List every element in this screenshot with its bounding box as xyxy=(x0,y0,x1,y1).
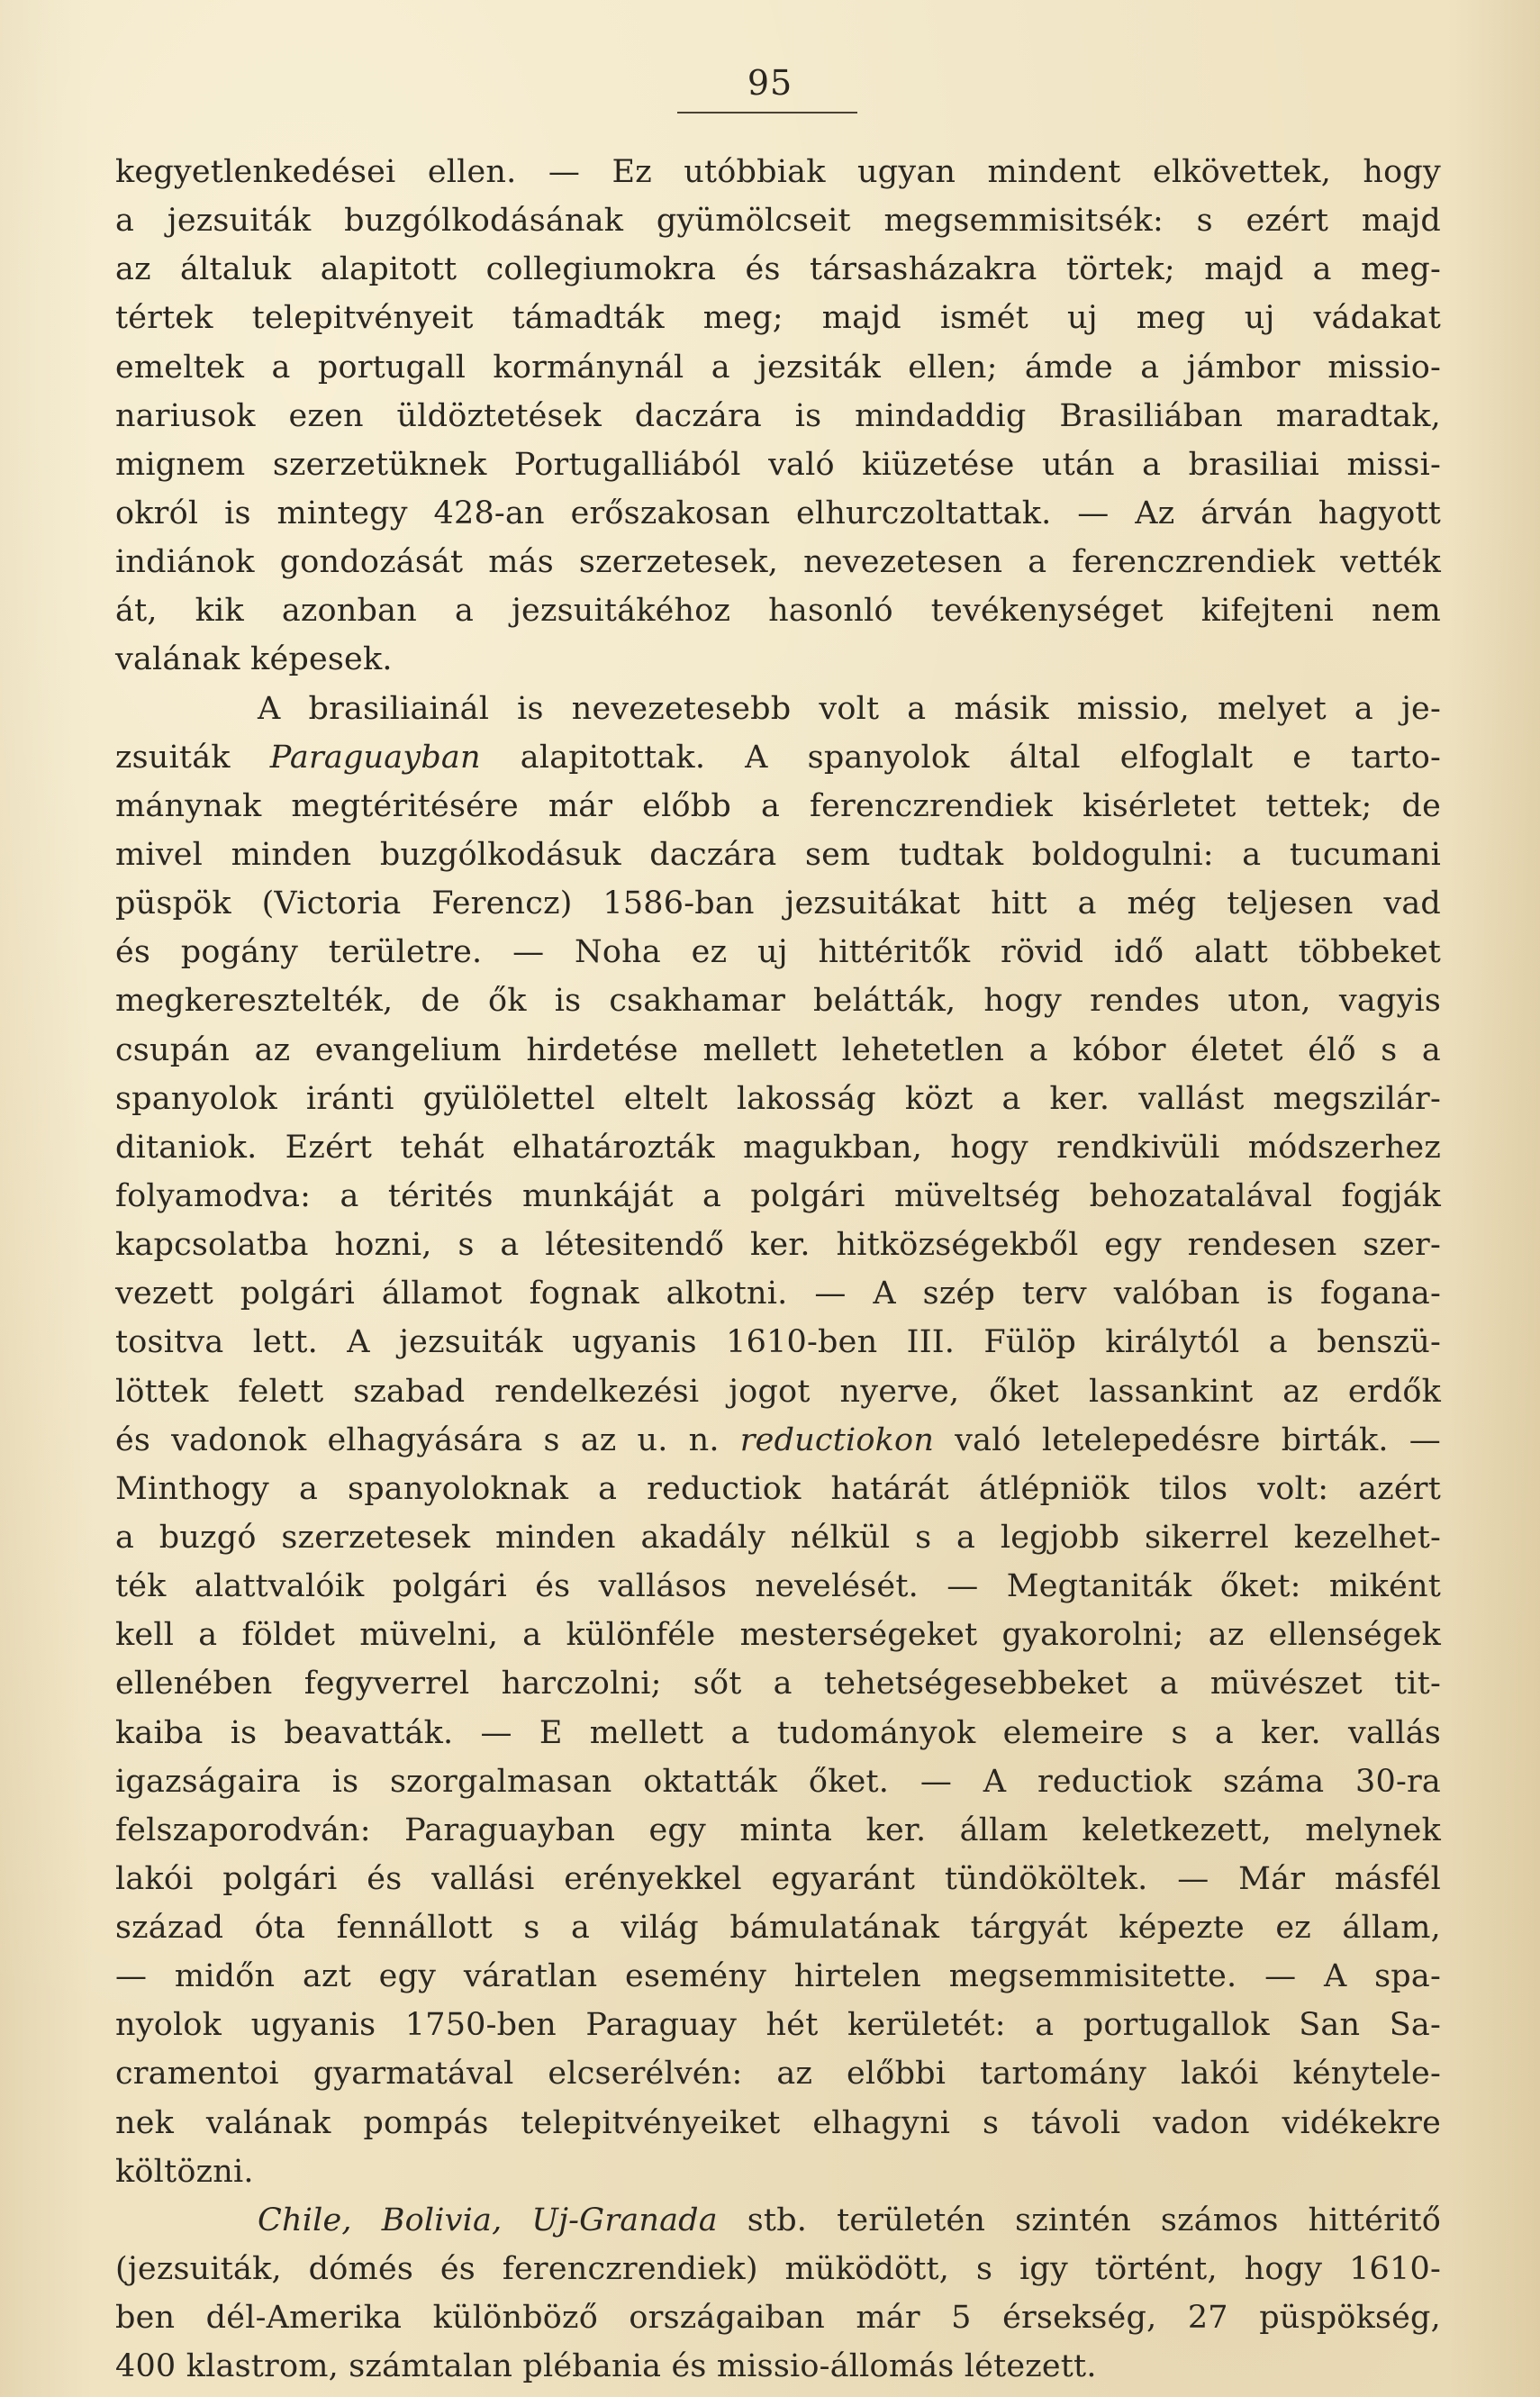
text-line xyxy=(115,1318,1441,1366)
text-line-content: költözni. xyxy=(115,2153,254,2190)
text-line-content: zsuiták xyxy=(115,739,270,776)
italic-term: reductiokon xyxy=(739,1421,935,1458)
text-line-content: püspök (Victoria Ferencz) 1586-ban jezsuitákat hitt a még teljesen vad xyxy=(115,885,1441,922)
text-line-content: indiánok gondozását más szerzetesek, nevezetesen a ferenczrendiek vették xyxy=(115,544,1441,581)
text-line xyxy=(115,294,1441,342)
text-line-content: — midőn azt egy váratlan esemény hirtelen megsemmisitette. — A spa- xyxy=(115,1958,1441,1995)
italic-term: Chile, Bolivia, Uj-Granada xyxy=(258,2202,718,2238)
text-line-content: lakói polgári és vallási erényekkel egyaránt tündököltek. — Már másfél xyxy=(115,1860,1441,1897)
text-line xyxy=(115,879,1441,928)
text-line xyxy=(115,976,1441,1025)
text-line-content: emeltek a portugall kormánynál a jezsiták ellen; ámde a jámbor missio- xyxy=(115,349,1441,386)
text-line-content: A brasiliainál is nevezetesebb volt a másik missio, melyet a je- xyxy=(258,690,1441,727)
text-line xyxy=(115,2049,1441,2098)
text-line xyxy=(115,928,1441,976)
text-line xyxy=(115,1806,1441,1855)
text-line xyxy=(115,343,1441,392)
text-line-content: a jezsuiták buzgólkodásának gyümölcseit megsemmisitsék: s ezért majd xyxy=(115,203,1441,240)
text-line xyxy=(115,2196,1441,2245)
text-line-content: folyamodva: a térités munkáját a polgári müveltség behozatalával fogják xyxy=(115,1177,1441,1214)
text-line-content: ditaniok. Ezért tehát elhatározták magukban, hogy rendkivüli módszerhez xyxy=(115,1129,1441,1166)
text-line xyxy=(115,1269,1441,1318)
text-line xyxy=(115,2099,1441,2147)
text-line-content: kell a földet müvelni, a különféle mesterségeket gyakorolni; az ellenségek xyxy=(115,1617,1441,1654)
text-line xyxy=(115,2001,1441,2049)
page-number: 95 xyxy=(747,63,793,103)
text-line-content: felszaporodván: Paraguayban egy minta ker. állam keletkezett, melynek xyxy=(115,1811,1441,1848)
text-line-content: és vadonok elhagyására s az u. n. xyxy=(115,1421,740,1458)
text-line-content: 400 klastrom, számtalan plébania és missio-állomás létezett. xyxy=(115,2348,1097,2385)
text-line xyxy=(115,1952,1441,2001)
text-line xyxy=(115,2147,1441,2196)
text-line-content: való letelepedésre birták. — xyxy=(934,1421,1441,1458)
text-line xyxy=(115,148,1441,196)
text-line-content: az általuk alapitott collegiumokra és társasházakra törtek; majd a meg- xyxy=(115,251,1441,288)
text-line-content: század óta fennállott s a világ bámulatának tárgyát képezte ez állam, xyxy=(115,1910,1441,1947)
text-line-content: kapcsolatba hozni, s a létesitendő ker. hitközségekből egy rendesen szer- xyxy=(115,1227,1441,1264)
text-line-content: spanyolok iránti gyülölettel eltelt lakosság közt a ker. vallást megszilár- xyxy=(115,1080,1441,1117)
text-line-content: cramentoi gyarmatával elcserélvén: az előbbi tartomány lakói kénytele- xyxy=(115,2056,1441,2093)
text-line xyxy=(115,245,1441,294)
text-line-content: kaiba is beavatták. — E mellett a tudományok elemeire s a ker. vallás xyxy=(115,1714,1441,1751)
text-line-content: mignem szerzetüknek Portugalliából való kiüzetése után a brasiliai missi- xyxy=(115,446,1441,483)
text-line-content: tositva lett. A jezsuiták ugyanis 1610-ben III. Fülöp királytól a benszü- xyxy=(115,1324,1441,1361)
text-line-content: ték alattvalóik polgári és vallásos nevelését. — Megtaniták őket: miként xyxy=(115,1568,1441,1605)
text-line-content: és pogány területre. — Noha ez uj hittéritők rövid idő alatt többeket xyxy=(115,934,1441,971)
text-line xyxy=(115,635,1441,684)
text-line-content: nek valának pompás telepitvényeiket elhagyni s távoli vadon vidékekre xyxy=(115,2104,1441,2141)
text-line-content: nyolok ugyanis 1750-ben Paraguay hét kerületét: a portugallok San Sa- xyxy=(115,2007,1441,2044)
text-line xyxy=(115,538,1441,586)
text-line xyxy=(115,1075,1441,1123)
text-line xyxy=(115,1416,1441,1465)
text-line xyxy=(115,2245,1441,2293)
text-line-content: a buzgó szerzetesek minden akadály nélkül s a legjobb sikerrel kezelhet- xyxy=(115,1519,1441,1556)
text-line-content: (jezsuiták, dómés és ferenczrendiek) müködött, s igy történt, hogy 1610- xyxy=(115,2251,1441,2288)
text-line-content: megkeresztelték, de ők is csakhamar belátták, hogy rendes uton, vagyis xyxy=(115,983,1441,1020)
text-line-content: stb. területén szintén számos hittéritő xyxy=(717,2202,1441,2238)
text-line-content: ben dél-Amerika különböző országaiban már 5 érsekség, 27 püspökség, xyxy=(115,2300,1441,2337)
text-line-content: löttek felett szabad rendelkezési jogot nyerve, őket lassankint az erdők xyxy=(115,1373,1441,1410)
text-line xyxy=(115,196,1441,245)
text-line-content: nariusok ezen üldöztetések daczára is mindaddig Brasiliában maradtak, xyxy=(115,397,1441,434)
text-line xyxy=(115,1611,1441,1659)
text-line-content: csupán az evangelium hirdetése mellett lehetetlen a kóbor életet élő s a xyxy=(115,1031,1441,1068)
text-line xyxy=(115,440,1441,489)
text-line xyxy=(115,1855,1441,1903)
text-line xyxy=(115,1903,1441,1952)
text-line xyxy=(115,1709,1441,1757)
body-text xyxy=(115,148,1441,2391)
text-line xyxy=(115,1123,1441,1172)
text-line-content: igazságaira is szorgalmasan oktatták őket. — A reductiok száma 30-ra xyxy=(115,1763,1441,1800)
italic-term: Paraguayban xyxy=(269,739,481,776)
text-line xyxy=(115,392,1441,440)
text-line-content: okról is mintegy 428-an erőszakosan elhurczoltattak. — Az árván hagyott xyxy=(115,495,1441,531)
text-line xyxy=(115,1221,1441,1269)
text-line-content: Minthogy a spanyoloknak a reductiok határát átlépniök tilos volt: azért xyxy=(115,1470,1441,1507)
text-line xyxy=(115,831,1441,879)
header-rule xyxy=(677,112,857,113)
text-line xyxy=(115,489,1441,538)
text-line xyxy=(115,1172,1441,1221)
text-line xyxy=(115,1659,1441,1708)
text-line xyxy=(115,2293,1441,2342)
text-line xyxy=(115,685,1441,733)
text-line-content: kegyetlenkedései ellen. — Ez utóbbiak ugyan mindent elkövettek, hogy xyxy=(115,154,1441,190)
text-line-content: át, kik azonban a jezsuitákéhoz hasonló tevékenységet kifejteni nem xyxy=(115,593,1441,630)
text-line-content: valának képesek. xyxy=(115,641,393,678)
text-line-content: mánynak megtéritésére már előbb a ferenczrendiek kisérletet tettek; de xyxy=(115,787,1441,824)
text-line xyxy=(115,1026,1441,1075)
text-line xyxy=(115,1562,1441,1611)
text-line-content: ellenében fegyverrel harczolni; sőt a tehetségesebbeket a müvészet tit- xyxy=(115,1666,1441,1702)
text-line-content: vezett polgári államot fognak alkotni. — A szép terv valóban is fogana- xyxy=(115,1276,1441,1312)
text-line-content: alapitottak. A spanyolok által elfoglalt e tarto- xyxy=(480,739,1441,776)
text-line-content: mivel minden buzgólkodásuk daczára sem tudtak boldogulni: a tucumani xyxy=(115,836,1441,873)
text-line xyxy=(115,586,1441,635)
text-line xyxy=(115,1465,1441,1513)
text-line-content: tértek telepitvényeit támadták meg; majd ismét uj meg uj vádakat xyxy=(115,300,1441,337)
text-line xyxy=(115,2342,1441,2391)
text-line xyxy=(115,1513,1441,1562)
text-line xyxy=(115,1757,1441,1806)
text-line xyxy=(115,733,1441,782)
text-line xyxy=(115,1367,1441,1416)
text-line xyxy=(115,782,1441,831)
